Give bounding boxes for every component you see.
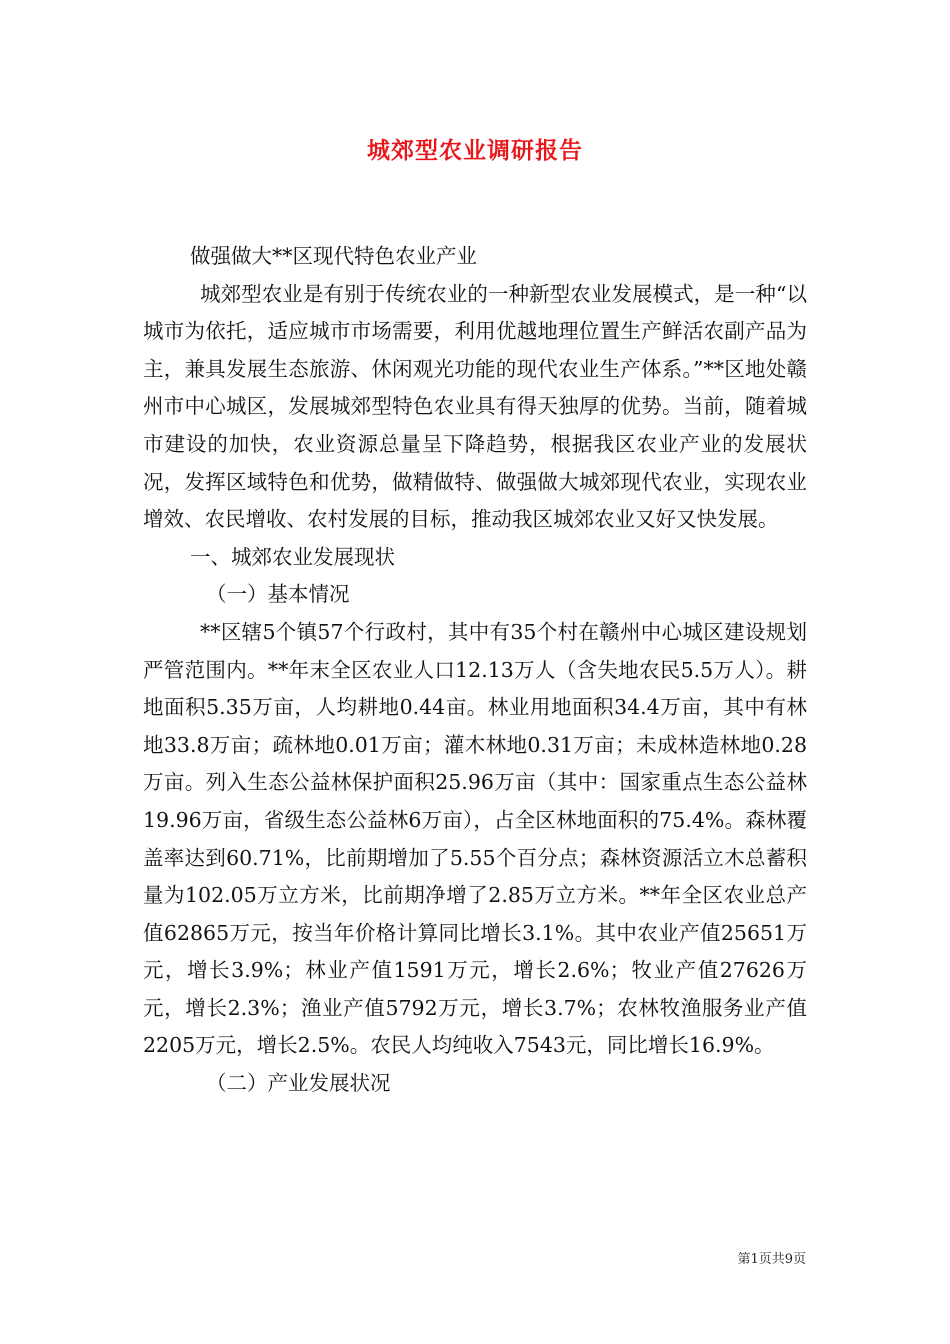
document-subtitle: 做强做大**区现代特色农业产业 xyxy=(190,244,477,268)
subsection-heading-basic: （一）基本情况 xyxy=(206,582,350,607)
subsection-heading-industry: （二）产业发展状况 xyxy=(206,1071,391,1096)
document-title: 城郊型农业调研报告 xyxy=(367,137,583,164)
basic-situation-paragraph: **区辖5个镇57个行政村，其中有35个村在赣州中心城区建设规划严管范围内。**年末全区农业人口12.13万人（含失地农民5.5万人）。耕地面积5.35万亩，人均耕地0.44亩。林业用地面积34.4万亩，其中有林地33.8万亩；疏林地0.01万亩；灌木林地0.31万亩；未成林造林地0.28万亩。列入生态公益林保护面积25.96万亩（其中：国家重点生态公益林19.96万亩，省级生态公益林6万亩），占全区林地面积的75.4%。森林覆盖率达到60.71%，比前期增加了5.55个百分点；森林资源活立木总蓄积量为102.05万立方米，比前期净增了2.85万立方米。**年全区农业总产值62865万元，按当年价格计算同比增长3.1%。其中农业产值25651万元，增长3.9%；林业产值1591万元，增长2.6%；牧业产值27626万元，增长2.3%；渔业产值5792万元，增长3.7%；农林牧渔服务业产值2205万元，增长2.5%。农民人均纯收入7543元，同比增长16.9%。 xyxy=(143,619,807,1058)
intro-paragraph: 城郊型农业是有别于传统农业的一种新型农业发展模式，是一种“以城市为依托，适应城市市场需要，利用优越地理位置生产鲜活农副产品为主，兼具发展生态旅游、休闲观光功能的现代农业生产体系。”**区地处赣州市中心城区，发展城郊型特色农业具有得天独厚的优势。当前，随着城市建设的加快，农业资源总量呈下降趋势，根据我区农业产业的发展状况，发挥区域特色和优势，做精做特、做强做大城郊现代农业，实现农业增效、农民增收、农村发展的目标，推动我区城郊农业又好又快发展。 xyxy=(143,281,807,532)
section-heading: 一、城郊农业发展现状 xyxy=(190,544,395,569)
page-number: 第1页共9页 xyxy=(737,1252,806,1267)
document-body xyxy=(143,238,807,1103)
